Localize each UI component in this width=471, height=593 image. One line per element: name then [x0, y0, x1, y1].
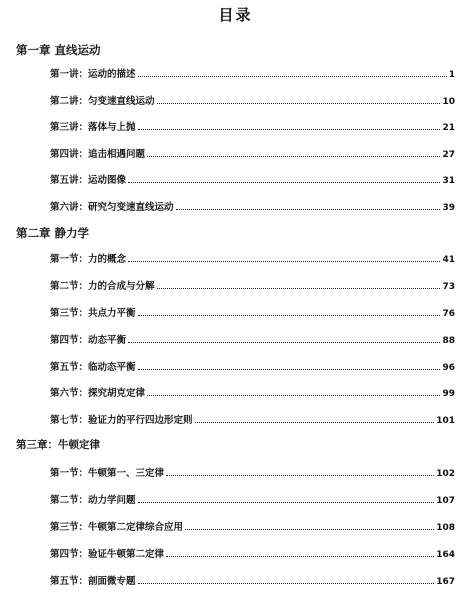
toc-entry-page: 10 — [442, 97, 455, 107]
toc-entry[interactable] — [50, 93, 455, 107]
toc-entry[interactable] — [50, 412, 455, 426]
toc-entry-label: 第一节：力的概念 — [50, 254, 127, 265]
chapter-heading: 第一章 直线运动 — [16, 43, 101, 57]
toc-entry-label: 第二节：动力学问题 — [50, 495, 136, 506]
dot-leader — [157, 287, 441, 289]
dot-leader — [138, 582, 435, 584]
toc-entry[interactable] — [50, 492, 455, 506]
toc-entry-page: 88 — [442, 336, 455, 346]
toc-entry-page: 27 — [442, 150, 455, 160]
toc-entry-page: 164 — [436, 550, 455, 560]
toc-entry-page: 102 — [436, 469, 455, 479]
toc-entry[interactable] — [50, 332, 455, 346]
toc-entry-label: 第三节：共点力平衡 — [50, 308, 136, 319]
toc-entry-page: 31 — [442, 176, 455, 186]
toc-entry[interactable] — [50, 385, 455, 399]
dot-leader — [128, 341, 440, 343]
toc-entry-label: 第二讲：匀变速直线运动 — [50, 96, 155, 107]
dot-leader — [157, 102, 441, 104]
toc-entry-label: 第六讲：研究匀变速直线运动 — [50, 202, 174, 213]
dot-leader — [166, 555, 434, 557]
dot-leader — [128, 260, 440, 262]
toc-entry-label: 第七节：验证力的平行四边形定则 — [50, 415, 193, 426]
toc-entry-label: 第二节：力的合成与分解 — [50, 281, 155, 292]
dot-leader — [195, 421, 435, 423]
dot-leader — [138, 314, 441, 316]
dot-leader — [147, 394, 440, 396]
dot-leader — [147, 155, 440, 157]
toc-entry-label: 第五节：剖面微专题 — [50, 576, 136, 587]
dot-leader — [176, 208, 441, 210]
toc-entry[interactable] — [50, 199, 455, 213]
dot-leader — [138, 128, 441, 130]
dot-leader — [166, 474, 434, 476]
toc-entry-page: 39 — [442, 203, 455, 213]
chapter-heading: 第三章：牛顿定律 — [16, 439, 100, 451]
toc-entry-label: 第一节：牛顿第一、三定律 — [50, 468, 165, 479]
toc-entry[interactable] — [50, 305, 455, 319]
toc-entry-page: 101 — [436, 416, 455, 426]
toc-entry-label: 第四节：验证牛顿第二定律 — [50, 549, 165, 560]
toc-entry[interactable] — [50, 359, 455, 373]
toc-entry[interactable] — [50, 251, 455, 265]
toc-entry[interactable] — [50, 278, 455, 292]
toc-entry-label: 第四讲：追击相遇问题 — [50, 149, 146, 160]
toc-entry-label: 第四节：动态平衡 — [50, 335, 127, 346]
toc-title: 目录 — [218, 6, 253, 24]
toc-entry-label: 第五节：临动态平衡 — [50, 362, 136, 373]
toc-entry[interactable] — [50, 546, 455, 560]
toc-entry-label: 第三节：牛顿第二定律综合应用 — [50, 522, 184, 533]
toc-entry[interactable] — [50, 519, 455, 533]
toc-entry-page: 107 — [436, 496, 455, 506]
toc-entry-page: 41 — [442, 255, 455, 265]
toc-entry-page: 76 — [442, 309, 455, 319]
dot-leader — [138, 368, 441, 370]
toc-entry-label: 第三讲：落体与上抛 — [50, 122, 136, 133]
toc-entry[interactable] — [50, 573, 455, 587]
toc-entry[interactable] — [50, 119, 455, 133]
toc-entry-label: 第五讲：运动图像 — [50, 175, 127, 186]
toc-entry-label: 第六节：探究胡克定律 — [50, 388, 146, 399]
toc-entry-page: 73 — [442, 282, 455, 292]
toc-entry-page: 21 — [442, 123, 455, 133]
toc-entry-page: 99 — [442, 389, 455, 399]
toc-entry-page: 108 — [436, 523, 455, 533]
toc-entry[interactable] — [50, 146, 455, 160]
toc-entry[interactable] — [50, 66, 455, 80]
dot-leader — [138, 501, 435, 503]
toc-entry[interactable] — [50, 465, 455, 479]
toc-entry-page: 1 — [448, 70, 455, 80]
toc-entry-label: 第一讲：运动的描述 — [50, 69, 136, 80]
dot-leader — [128, 181, 440, 183]
toc-entry-page: 167 — [436, 577, 455, 587]
dot-leader — [138, 75, 447, 77]
chapter-heading: 第二章 静力学 — [16, 226, 90, 240]
toc-entry[interactable] — [50, 172, 455, 186]
toc-entry-page: 96 — [442, 363, 455, 373]
dot-leader — [185, 528, 434, 530]
